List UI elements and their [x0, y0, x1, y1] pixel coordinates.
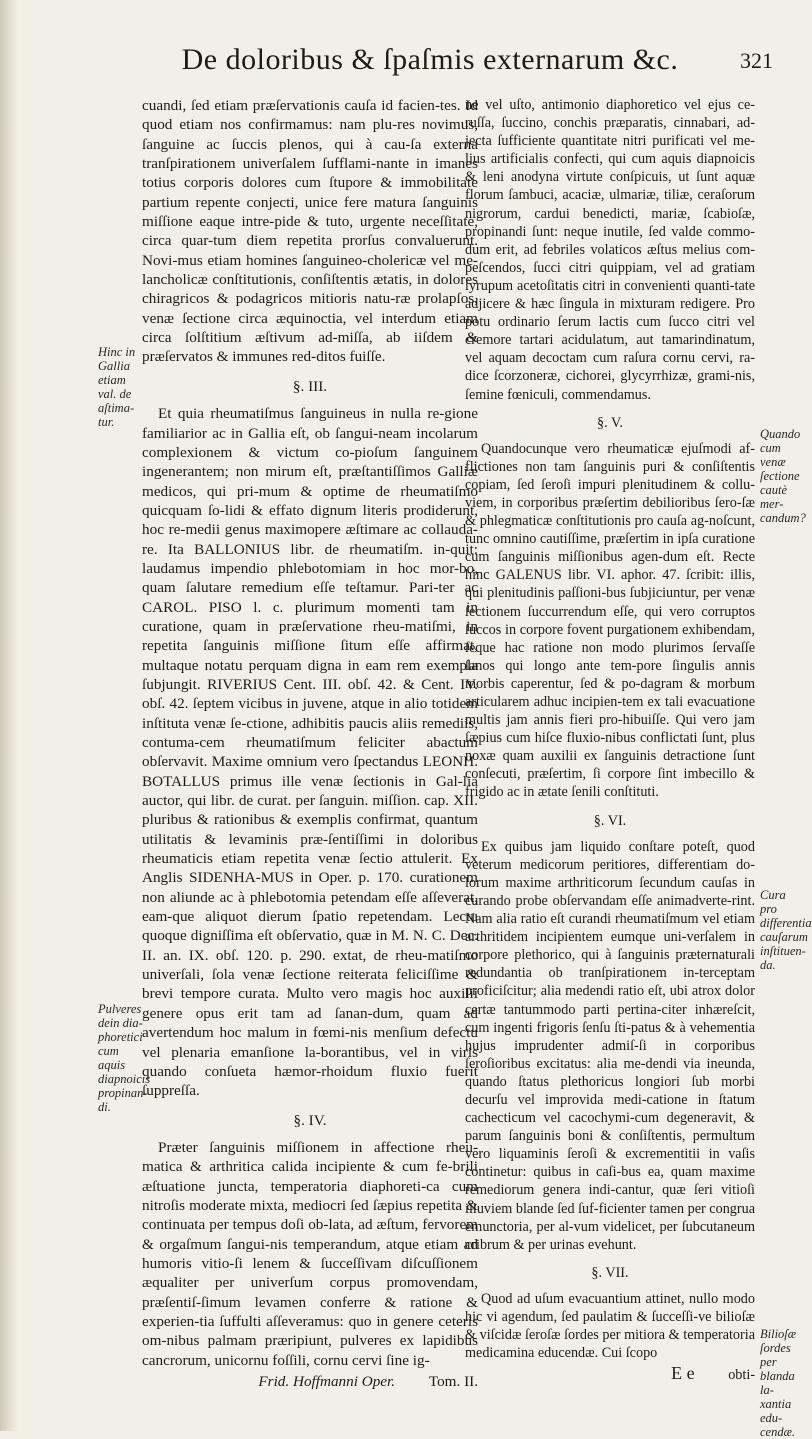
- margin-note-left: Pulveres dein dia-phoretici cum aquis diapnoicis propinan-di.: [98, 1002, 151, 1114]
- left-column: [142, 96, 478, 1391]
- section-heading: §. V.: [597, 414, 623, 431]
- paragraph: cuandi, ſed etiam præſervationis cauſa id facien-tes. Id quod etiam nos confirmamus: nam plu-res novimus, ſanguine ac ſuccis plenos, qui à cau-ſa externa tranſpirationem univerſalem ſufflami-nante in imanes totius corporis dolores cum ſtupore & immobilitate partium repente conjecti, unice fere matura ſanguinis miſſione eaque intre-pide & tuto, urgente neceſſitate, circa quar-tum diem repetita prorſus convaluerunt. Novi-mus etiam homines ſanguineo-cholericæ vel me-lancholicæ conſtitutionis, conſiſtentis ætatis, in dolores chiragricos & podagricos mitioris natu-ræ prolapſos, venæ ſectione circa æquinoctia, vel interdum etiam circa ſolſtitium æſtivum ad-miſſa, ab iiſdem & præſervatos & immunes red-ditos fuiſſe.: [142, 97, 478, 366]
- paragraph: Ex quibus jam liquido conſtare poteſt, quod veterum medicorum peritiores, differentiam do-lorum maxime arthriticorum ſecundum cauſas in curando probe obſervandam eſſe animadverte-rint. Nam alia ratio eſt curandi rheumatiſmum vel etiam arthritidem incipientem eumque uni-verſalem in corpore plethorico, qui à ſanguinis præternaturali redundantia ob tranſpirationem in-terceptam proficiſcitur; alia medendi ratio eſt, ubi atrox dolor certæ tantummodo parti pertina-citer inhæreſcit, cum ingenti frigoris ſenſu ſti-patus & à vehementia hujus imprudenter admiſ-ſi in corporibus ſeroſioribus excitatus: alia me-dendi via ineunda, quando ſtatus plethoricus longiori ſub morbi decurſu vel improvida medi-catione in ſtatum cachecticum vel cacochymi-cum degeneravit, & parum ſanguinis boni & conſiſtentis, permultum vero liquaminis ſeroſi & excrementitii in vaſis continetur: quibus in caſi-bus ea, quam maxime remediorum genera indi-cantur, quæ ſeri vitioſi illuviem blande ſed ſuf-ficienter tamen per congrua emunctoria, per al-vum videlicet, per ſubcutaneum cribrum & per urinas evehunt.: [465, 838, 755, 1253]
- margin-note-right: Bilioſæ ſordes per blanda la-xantia edu-cendæ.: [760, 1327, 797, 1439]
- section-heading: §. VI.: [593, 812, 627, 829]
- page-number: 321: [740, 48, 773, 73]
- catchword: obti-: [728, 1367, 755, 1384]
- footer-author: Frid. Hoffmanni Oper.: [258, 1373, 396, 1390]
- paragraph: ne vel uſto, antimonio diaphoretico vel ejus ce-ruſſa, ſuccino, conchis præparatis, cinnabari, ad-jecta ſufficiente quantitate nitri purificati vel me-lius artificialis confecti, qui cum aquis diapnoicis & leni anodyna virtute conſpicuis, ut ſunt aquæ florum ſambuci, acaciæ, ulmariæ, tiliæ, ceraſorum nigrorum, cardui benedicti, mariæ, ſcabioſæ, propinandi ſunt: neque inutile, ſed valde commo-dum erit, ad febriles volaticos æſtus melius com-peſcendos, ſucci citri quippiam, vel ad gratiam ſyrupum acetoſitatis citri in convenienti quanti-tate adjicere & hæc ſingula in mixturam redigere. Pro potu ordinario ſerum lactis cum ſucco citri vel cremore tartari acidulatum, aut tamarindinatum, vel aquam decoctam cum raſura cornu cervi, ra-dice ſcorzoneræ, cichorei, glycyrrhizæ, grami-nis, ſemine fœniculi, commendamus.: [465, 97, 755, 403]
- right-column: [465, 96, 755, 1384]
- paragraph: Et quia rheumatiſmus ſanguineus in nulla re-gione familiarior ac in Gallia eſt, ob ſangui-neam incolarum complexionem & victum co-pioſum ſanguinem ingenerantem; non mirum eſt, præſtantiſſimos Galliæ medicos, qui pri-mum & optime de rheumatiſmo quicquam ſo-lidi & effato dignum literis prodiderunt, hoc re-medii genus maximopere æſtimare ac collauda-re. Ita BALLONIUS libr. de rheumatiſm. in-quit: laudamus impendio phlebotomiam in hoc mor-bo, quam ſalutare remedium eſſe teſtamur. Pari-ter ac CAROL. PISO l. c. plurimum momenti tam in curatione, quam in præſervatione rheu-matiſmi, in repetita ſanguinis miſſione ſitum eſſe affirmat, multaque notatu perquam digna in eam rem exempla ſubjungit. RIVERIUS Cent. III. obſ. 42. & Cent. IV. obſ. 42. ſeptem vicibus in juvene, atque in alio totidem inſtituta venæ ſe-ctione, adhibitis paucis aliis remediis, contuma-cem rheumatiſmum feliciter abactum obſervavit. Maxime omnium vero ſpectandus LEONH. BOTALLUS primus ille venæ ſectionis in Gal-lia auctor, qui libr. de curat. per ſanguin. miſſion. cap. XII. pluribus & rationibus & exemplis confirmat, quantum utilitatis & levaminis præ-ſentiſſimi in doloribus rheumaticis etiam repetita venæ ſectio attulerit. Ex Anglis SIDENHA-MUS in Oper. p. 170. curationem non aliunde ac à phlebotomia petendam eſſe aſſeverat, eam-que aliquot dierum ſpatio repetendam. Lectu quoque digniſſima eſt obſervatio, quæ in M. N. C. Dec. II. an. IX. obſ. 120. p. 290. extat, de rheu-matiſmo univerſali, ſola venæ ſectione reiterata feliciſſime & brevi tempore curata. Multo vero magis hoc auxilii genere opus erit tam ad ſanan-dum, quam ad avertendum hoc malum in fœmi-nis menſium defectu vel plenaria emanſione la-borantibus, vel in viris quando conſueta hæmor-rhoidum fluxio fuerit ſuppreſſa.: [142, 405, 478, 1100]
- margin-note-right: Cura pro differentia cauſarum inſtituen-da.: [760, 888, 812, 972]
- margin-note-right: Quando cum venæ ſectione cautè mer-candum?: [760, 427, 806, 525]
- running-title: De doloribus & ſpaſmis externarum &c.: [181, 43, 679, 76]
- paragraph: Quandocunque vero rheumaticæ ejuſmodi af-flictiones non tam ſanguinis puri & conſiſtentis copiam, ſed ſeroſi impuri plenitudinem & collu-viem, in corporibus præſertim debilioribus ſero-ſæ & phlegmaticæ conſtitutionis pro cauſa ag-noſcunt, tunc omnino cautiſſime, præſertim in ipſa curatione cum ſanguinis miſſionibus agen-dum eſt. Recte hinc GALENUS libr. VI. aphor. 47. ſcribit: illis, qui plenitudinis paſſioni-bus ſubjiciuntur, per venæ ſectionem ſuccurrendum eſſe, qui vero corruptos ſuccos in corpore fovent purgationem exhibendam, ſeque hac ratione non modo plurimos ſervaſſe ſanos qui longo ante tem-pore ſingulis annis morbis caperentur, ſed & po-dagram & morbum articularem adhuc incipien-tem ex tali evacuatione multis jam annis fieri pro-hibuiſſe. Qui vero jam ſæpius cum hiſce fluxio-nibus conflictati ſunt, plus noxæ quam auxilii ex ſanguinis detractione ſunt conſecuti, præſertim, ſi corpore ſint imbecillo & frigido ac in ætate ſenili conſtituti.: [465, 440, 755, 801]
- footer-volume: Tom. II.: [428, 1373, 478, 1390]
- margin-note-left: Hinc in Gallia etiam val. de aſtima-tur.: [98, 345, 136, 429]
- paragraph: Quod ad uſum evacuantium attinet, nullo modo hic vi agendum, ſed paulatim & ſucceſſi-ve bilioſæ & viſcidæ ſeroſæ ſordes per mitiora & temperatoria medicamina educendæ. Cui ſcopo: [465, 1290, 755, 1362]
- paragraph: Præter ſanguinis miſſionem in affectione rheu-matica & arthritica calida incipiente & cum fe-brili æſtuatione juncta, temperatoria diaphoreti-ca cum nitroſis moderate mixta, mediocri ſed ſæpius repetita & continuata per tempus doſi ob-lata, ad æſtum, fervorem & orgaſmum ſangui-nis temperandum, atque etiam ad humoris vitio-ſi lenem & ſucceſſivam diſcuſſionem æqualiter per univerſum corpus promovendam, præſentiſ-ſimum levamen conferre & ratione & experien-tia ſuffulti aſſeveramus: quo in genere ceteris om-nibus palmam præripiunt, pulveres ex lapidibus cancrorum, unicornu foſſili, cornu cervi ſine ig-: [142, 1138, 478, 1369]
- footer-line: [465, 1364, 755, 1384]
- running-header: [0, 40, 800, 90]
- section-heading: §. III.: [292, 377, 328, 395]
- page-binding-shadow: [0, 0, 18, 1431]
- section-heading: §. IV.: [293, 1111, 327, 1129]
- signature-mark: E e: [671, 1363, 695, 1384]
- section-heading: §. VII.: [591, 1264, 629, 1281]
- footer-line: [142, 1372, 478, 1391]
